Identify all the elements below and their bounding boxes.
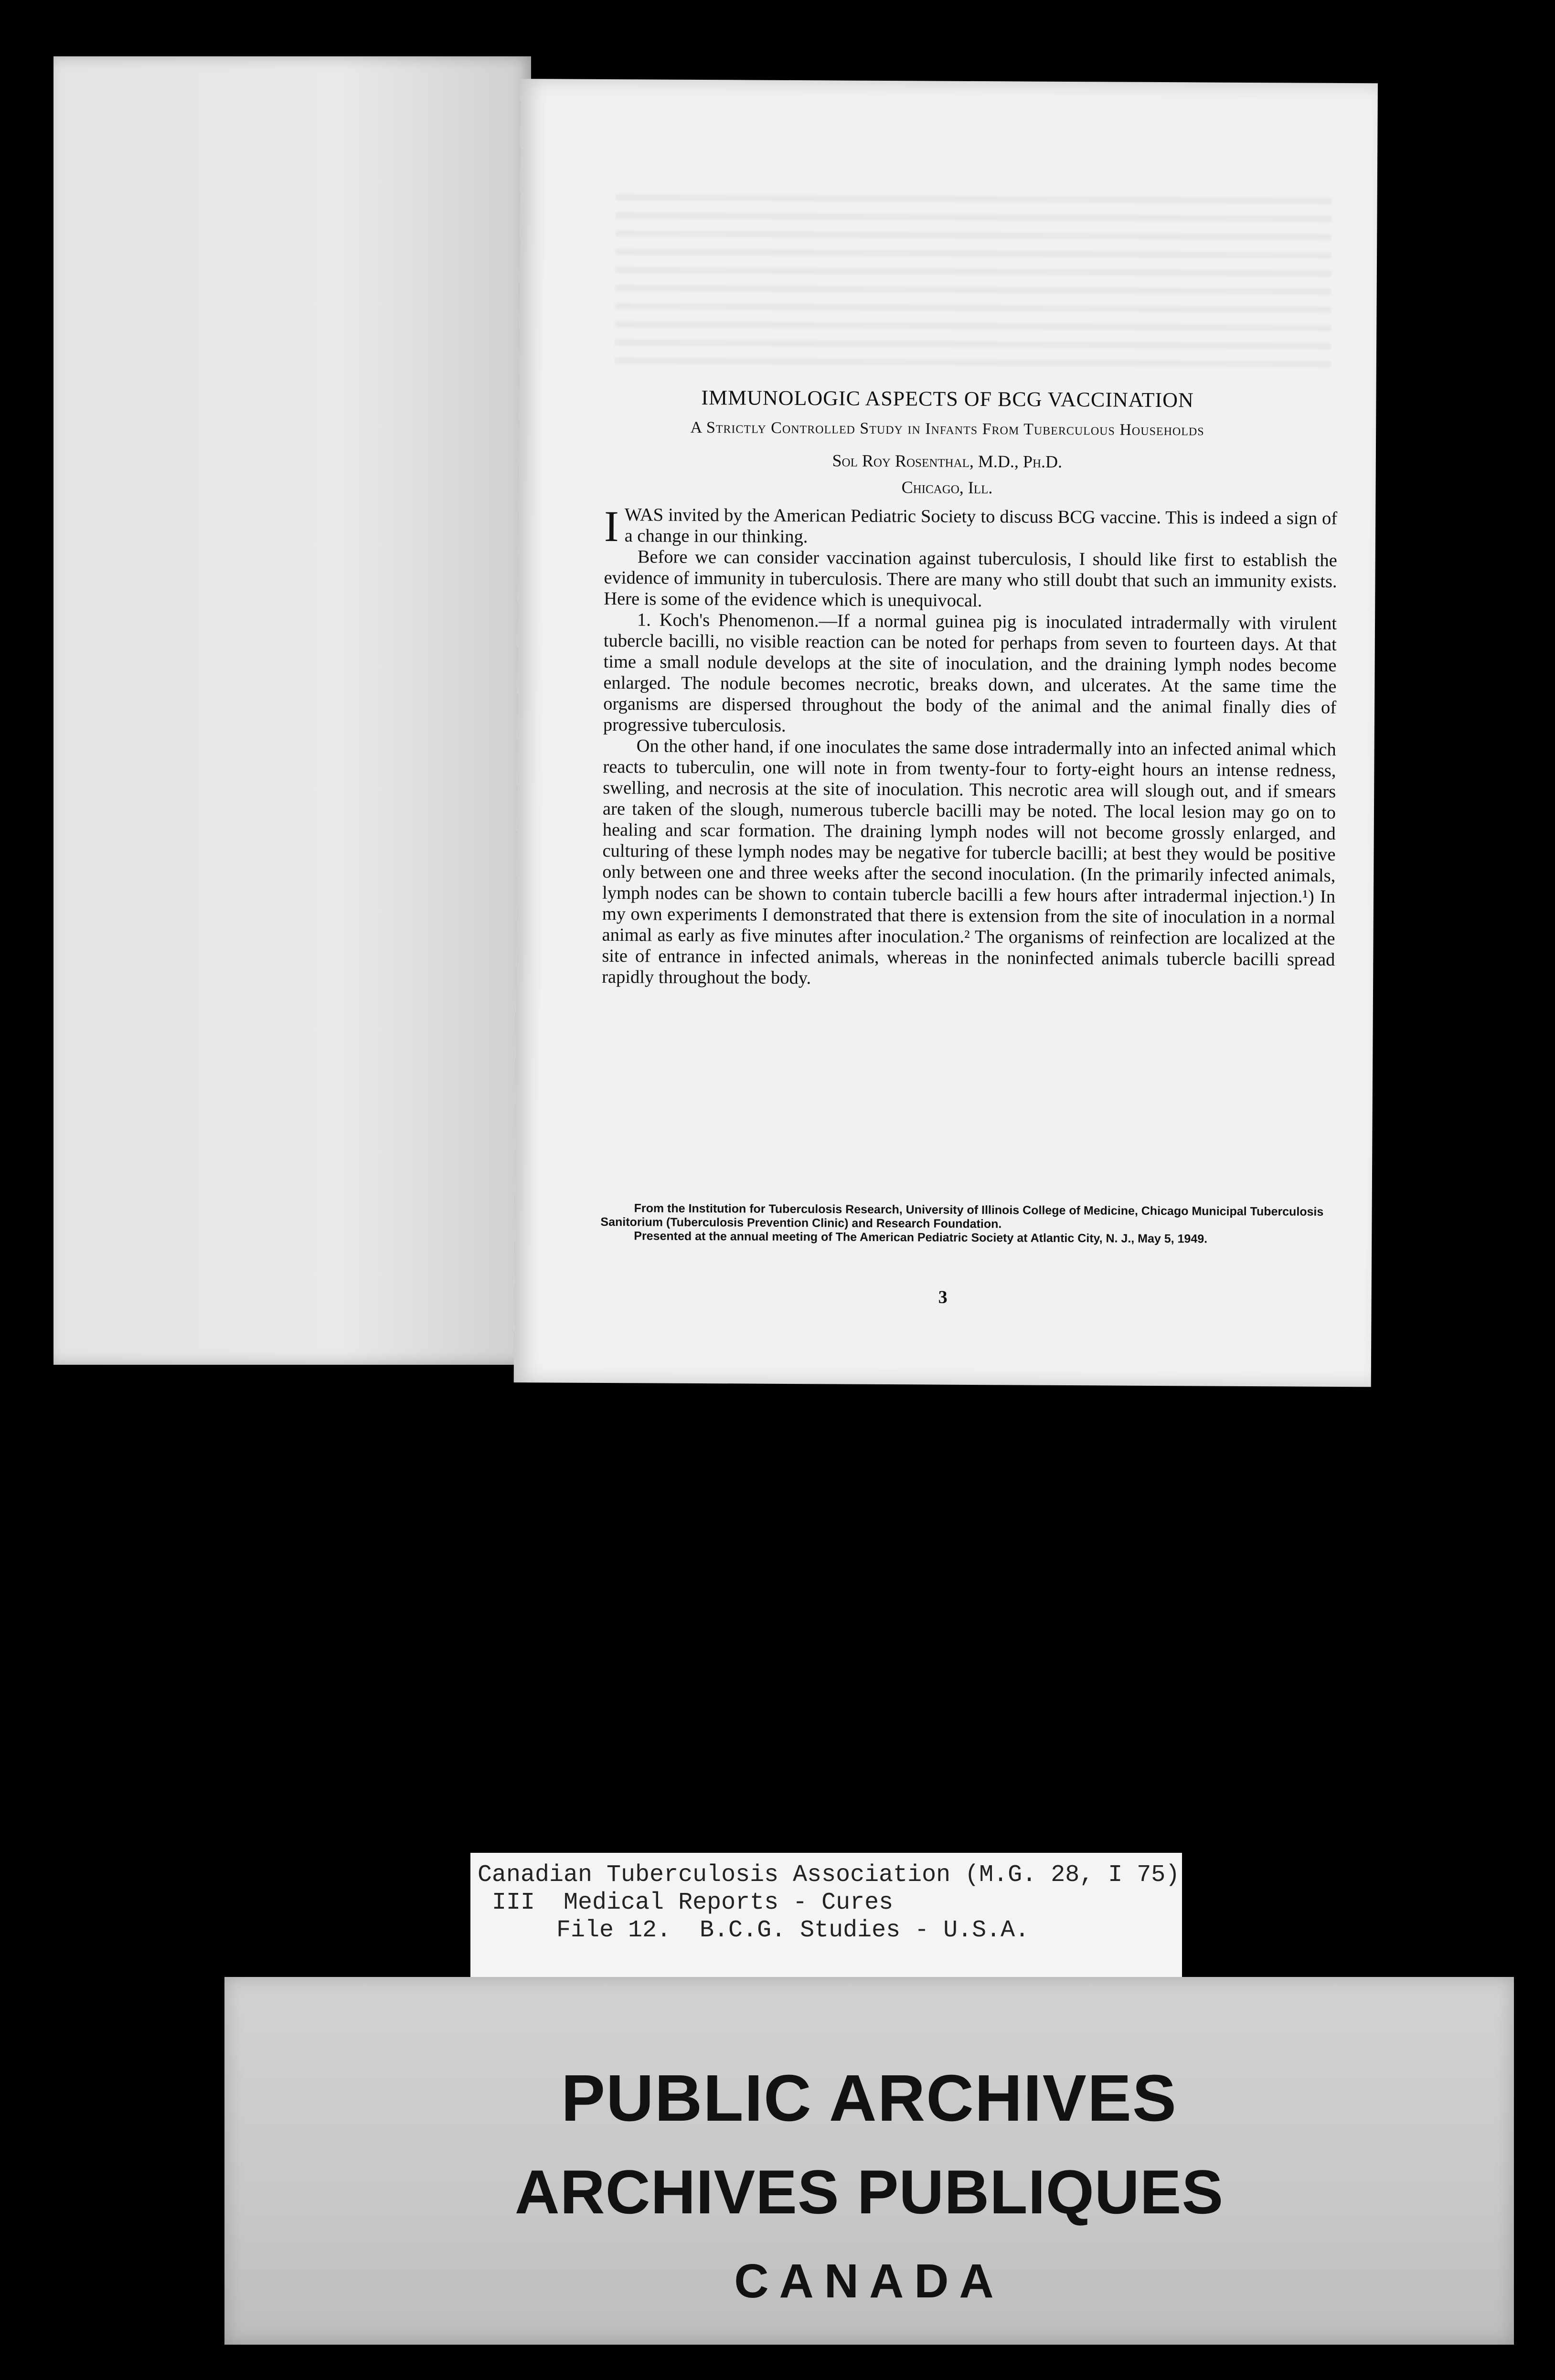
page-number: 3 [938,1287,948,1307]
article-page [514,79,1378,1387]
left-blank-page [53,56,531,1365]
article-location: Chicago, Ill. [901,478,993,498]
paragraph: I WAS invited by the American Pediatric Society to discuss BCG vaccine. This is indeed a sign of a change in our thinking. [604,501,1338,551]
stamp-public-archives: PUBLIC ARCHIVES [561,2061,1177,2135]
stamp-archives-publiques: ARCHIVES PUBLIQUES [514,2157,1224,2227]
article-title: IMMUNOLOGIC ASPECTS OF BCG VACCINATION [701,385,1194,412]
article-body [602,501,1338,991]
paragraph: On the other hand, if one inoculates the same dose intradermally into an infected animal which reacts to tuberculin, one will note in from twenty-four to forty-eight hours an intense redness, swelling, and necrosis at the site of inoculation. This necrotic area will slough out, and if smears are taken of the slough, numerous tubercle bacilli may be noted. The local lesion may go on to healing and scar formation. The draining lymph nodes will not become grossly enlarged, and culturing of these lymph nodes may be negative for tubercle bacilli; at best they would be positive only between one and three weeks after the second inoculation. (In the primarily infected animals, lymph nodes can be shown to contain tubercle bacilli a few hours after intradermal injection.¹) In my own experiments I demonstrated that there is extension from the site of inoculation in a normal animal as early as five minutes after inoculation.² The organisms of reinfection are localized at the site of entrance in infected animals, whereas in the noninfected animals tubercle bacilli spread rapidly throughout the body. [602,736,1336,988]
bleed-through-text [615,194,1332,379]
paragraph: Before we can consider vaccination against tuberculosis, I should like first to establish the evidence of immunity in tuberculosis. There are many who still doubt that such an immunity exists. Here is some of the evidence which is unequivocal. [604,547,1337,611]
footnote: From the Institution for Tuberculosis Research, University of Illinois College of Medicine, Chicago Municipal Tuberculosis Sanitorium (Tuberculosis Prevention Clinic) and Research Foundation. [600,1201,1324,1231]
article-author: Sol Roy Rosenthal, M.D., Ph.D. [832,451,1063,471]
label-line-file: File 12. B.C.G. Studies - U.S.A. [556,1917,1030,1944]
archive-reference-label [470,1853,1182,1979]
stamp-canada: CANADA [734,2254,1004,2308]
footnote: Presented at the annual meeting of The American Pediatric Society at Atlantic City, N. J., May 5, 1949. [634,1229,1208,1246]
archives-stamp [224,1977,1514,2345]
label-line-series: III Medical Reports - Cures [492,1889,894,1916]
paragraph: 1. Koch's Phenomenon.—If a normal guinea pig is inoculated intradermally with virulent tubercle bacilli, no visible reaction can be noted for perhaps from seven to fourteen days. At that time a small nodule develops at the site of inoculation, and the draining lymph nodes become enlarged. The nodule becomes necrotic, breaks down, and ulcerates. At the same time the organisms are dispersed throughout the body of the animal and the animal finally dies of progressive tuberculosis. [603,610,1337,736]
label-line-collection: Canadian Tuberculosis Association (M.G. 28, I 75) [478,1861,1180,1889]
footnotes [600,1201,1333,1247]
drop-cap: I [604,501,619,551]
article-subtitle: A Strictly Controlled Study in Infants From Tuberculous Households [690,418,1204,439]
